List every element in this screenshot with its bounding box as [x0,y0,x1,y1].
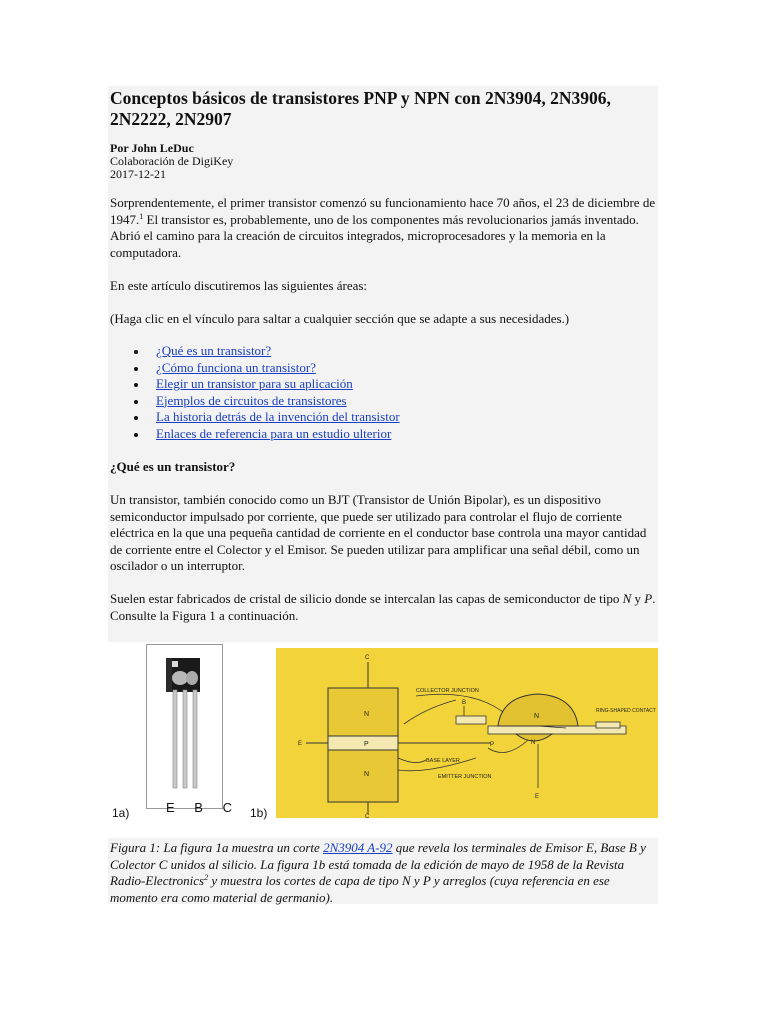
label-ring-contact: RING-SHAPED CONTACT [596,708,656,714]
intro-text-1: Sorprendentemente, el primer transistor comenzó su funcionamiento hace 70 años, el 23 de diciembre de 1947. [110,195,656,227]
figure-label-1a: 1a) [112,806,130,820]
bullet-icon [134,367,138,371]
transistor-cross-section-diagram [276,648,658,818]
para2-text-c: . Consulte la Figura 1 a continuación. [110,591,656,623]
label-n-dome: N [534,713,540,720]
toc-link-history[interactable]: La historia detrás de la invención del transistor [156,409,400,424]
footnote-2: 2 [204,873,209,882]
label-n-top: N [364,711,370,718]
label-c-top: C [365,655,370,661]
intro-paragraph [110,195,656,261]
section-paragraph-1: Un transistor, también conocido como un BJT (Transistor de Unión Bipolar), es un dispositivo semiconductor impulsado por corriente, que puede ser utilizado para controlar el flujo de corriente eléctrica en la que una pequeña cantidad de corriente en el conductor base controla una mayor cantidad de corriente entre el Colector y el Emisor. Se pueden utilizar para amplificar una señal débil, como un oscilador o un interruptor. [110,492,647,573]
label-base-layer: BASE LAYER [426,758,460,764]
article-content [110,86,656,624]
section-heading: ¿Qué es un transistor? [110,459,236,474]
toc-link-references[interactable]: Enlaces de referencia para un estudio ulterior [156,425,392,441]
transistor-photo [146,644,276,812]
toc-item [110,409,656,426]
label-e-left: E [298,741,303,747]
label-p-mid: P [364,741,369,748]
toc-item [110,343,656,360]
click-note: (Haga clic en el vínculo para saltar a cualquier sección que se adapte a sus necesidades.) [110,310,570,326]
toc-item [110,376,656,393]
para2-n: N [622,591,632,606]
figure-caption [108,838,658,904]
caption-text [108,838,658,906]
label-collector-junction: COLLECTOR JUNCTION [416,688,479,694]
toc-item [110,360,656,377]
byline [110,142,656,181]
article-title: Conceptos básicos de transistores PNP y NPN con 2N3904, 2N3906, 2N2222, 2N2907 [110,88,611,129]
label-c-bottom: C [365,814,370,818]
footnote-1: 1 [139,211,144,221]
bullet-icon [134,416,138,420]
bullet-icon [134,400,138,404]
caption-text-2: que revela los terminales de Emisor E, Base B y Colector C unidos al silicio. La figura 1b está tomada de la edición de mayo de 1958 de la Revista Radio-Electronics [110,840,646,888]
publish-date: 2017-12-21 [110,167,166,181]
para2-text-b: y [631,591,645,606]
table-of-contents [110,343,656,442]
bullet-icon [134,433,138,437]
para2-text-a: Suelen estar fabricados de cristal de silicio donde se intercalan las capas de semiconductor de tipo [110,591,623,606]
label-n-bottom: N [364,771,370,778]
label-e-bottom: E [535,794,540,800]
areas-intro: En este artículo discutiremos las siguientes áreas: [110,277,368,293]
bullet-icon [134,350,138,354]
bullet-icon [134,383,138,387]
author: Por John LeDuc [110,141,194,155]
label-b: B [462,700,467,706]
caption-text-1: Figura 1: La figura 1a muestra un corte [110,840,324,855]
label-p-dome: P [490,742,495,748]
toc-item [110,393,656,410]
toc-link-examples[interactable]: Ejemplos de circuitos de transistores [156,392,347,408]
caption-text-3: y muestra los cortes de capa de tipo N y P y arreglos (cuya referencia en ese momento era como material de germanio). [110,873,610,905]
toc-item [110,426,656,443]
toc-link-choose[interactable]: Elegir un transistor para su aplicación [156,376,353,391]
caption-link-2n3904[interactable]: 2N3904 A-92 [323,840,393,855]
toc-link-what-is[interactable]: ¿Qué es un transistor? [156,343,272,358]
pin-labels: E B C [166,800,240,815]
section-paragraph-2 [110,591,656,624]
affiliation: Colaboración de DigiKey [110,154,234,168]
label-emitter-junction: EMITTER JUNCTION [438,774,492,780]
para2-p: P [644,591,653,606]
intro-text-2: El transistor es, probablemente, uno de los componentes más revolucionarios jamás inventado. Abrió el camino para la creación de circuitos integrados, microprocesadores y la memoria en la computadora. [110,211,639,260]
label-n-small: N [531,740,536,746]
figure-label-1b: 1b) [250,806,268,820]
toc-link-how-works[interactable]: ¿Cómo funciona un transistor? [156,359,316,375]
